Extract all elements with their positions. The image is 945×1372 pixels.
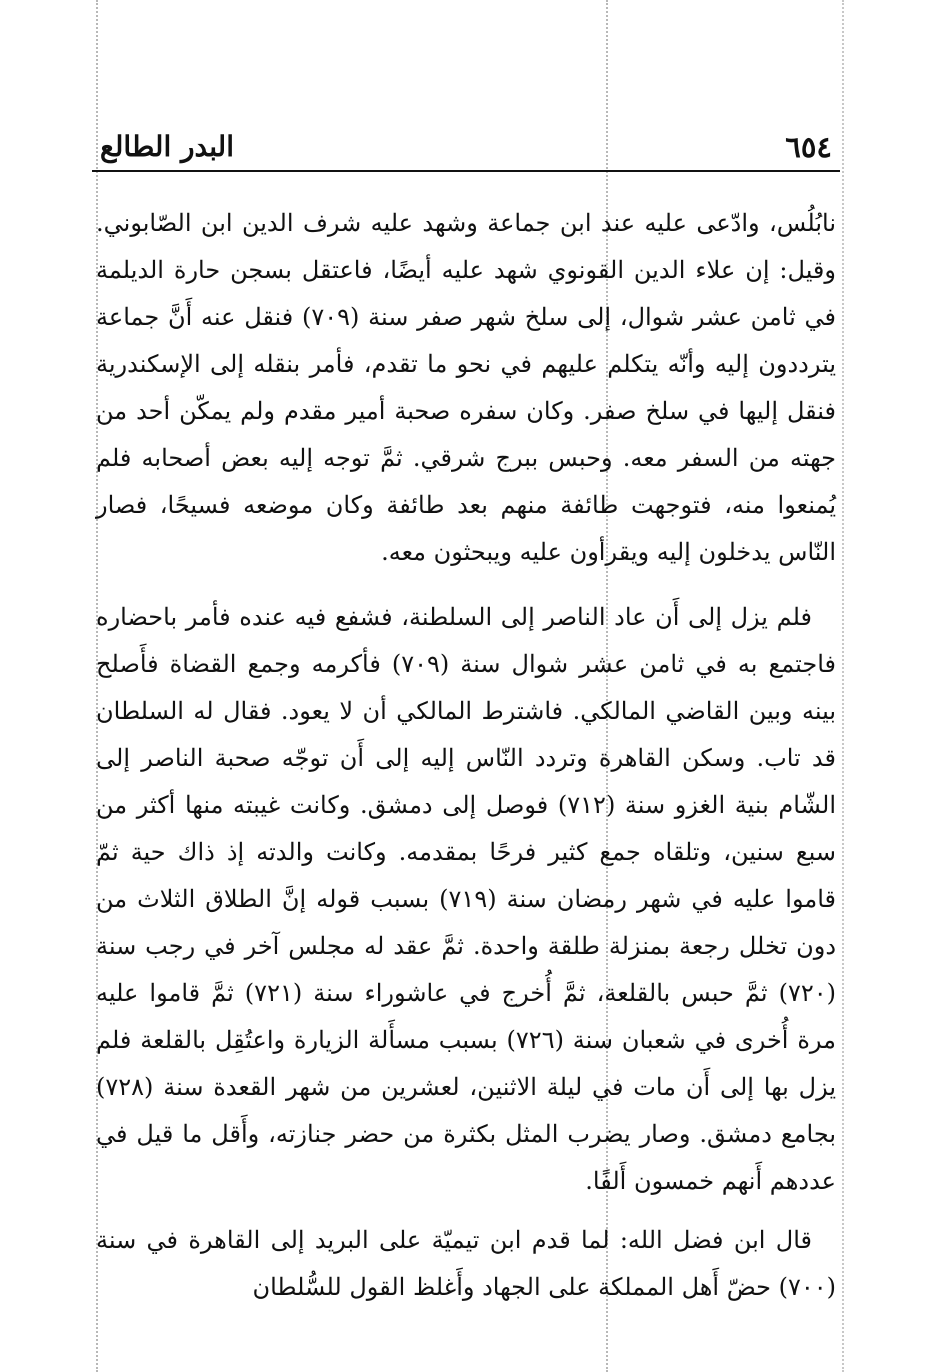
page-header bbox=[92, 130, 840, 172]
paragraph-1: نابُلُس، وادّعى عليه عند ابن جماعة وشهد عليه شرف الدين ابن الصّابوني. وقيل: إن علاء الدين القونوي شهد عليه أيضًا، فاعتقل بسجن حارة الديلمة في ثامن عشر شوال، إلى سلخ شهر صفر سنة (٧٠٩) فنقل عنه أَنَّ جماعة يترددون إليه وأنّه يتكلم عليهم في نحو ما تقدم، فأمر بنقله إلى الإسكندرية فنقل إليها في سلخ صفر. وكان سفره صحبة أمير مقدم ولم يمكّن أحد من جهته من السفر معه. وحبس ببرج شرقي. ثمَّ توجه إليه بعض أصحابه فلم يُمنعوا منه، فتوجهت طائفة منهم بعد طائفة وكان موضعه فسيحًا، فصار النّاس يدخلون إليه ويقرأون عليه ويبحثون معه. bbox=[96, 209, 837, 566]
page-number: ٦٥٤ bbox=[785, 130, 832, 164]
body-text bbox=[96, 200, 836, 1311]
paragraph-3: قال ابن فضل الله: لما قدم ابن تيميّة على البريد إلى القاهرة في سنة (٧٠٠) حضّ أَهل المملكة على الجهاد وأَغلظ القول للسُّلطان bbox=[96, 1226, 836, 1301]
scan-margin-dots-right bbox=[842, 0, 844, 1372]
running-title: البدر الطالع bbox=[100, 130, 234, 163]
paragraph-2: فلم يزل إلى أَن عاد الناصر إلى السلطنة، فشفع فيه عنده فأمر باحضاره فاجتمع به في ثامن عشر شوال سنة (٧٠٩) فأكرمه وجمع القضاة فأَصلح بينه وبين القاضي المالكي. فاشترط المالكي أن لا يعود. فقال له السلطان قد تاب. وسكن القاهرة وتردد النّاس إليه إلى أَن توجّه صحبة الناصر إلى الشّام بنية الغزو سنة (٧١٢) فوصل إلى دمشق. وكانت غيبته منها أكثر من سبع سنين، وتلقاه جمع كثير فرحًا بمقدمه. وكانت والدته إذ ذاك حية ثمّ قاموا عليه في شهر رمضان سنة (٧١٩) بسبب قوله إنَّ الطلاق الثلاث من دون تخلل رجعة بمنزلة طلقة واحدة. ثمَّ عقد له مجلس آخر في رجب سنة (٧٢٠) ثمَّ حبس بالقلعة، ثمَّ أُخرج في عاشوراء سنة (٧٢١) ثمَّ قاموا عليه مرة أُخرى في شعبان سنة (٧٢٦) بسبب مسأَلة الزيارة واعتُقِل بالقلعة فلم يزل بها إلى أَن مات في ليلة الاثنين، لعشرين من شهر القعدة سنة (٧٢٨) بجامع دمشق. وصار يضرب المثل بكثرة من حضر جنازته، وأَقل ما قيل في عددهم أَنهم خمسون أَلفًا. bbox=[96, 603, 837, 1195]
